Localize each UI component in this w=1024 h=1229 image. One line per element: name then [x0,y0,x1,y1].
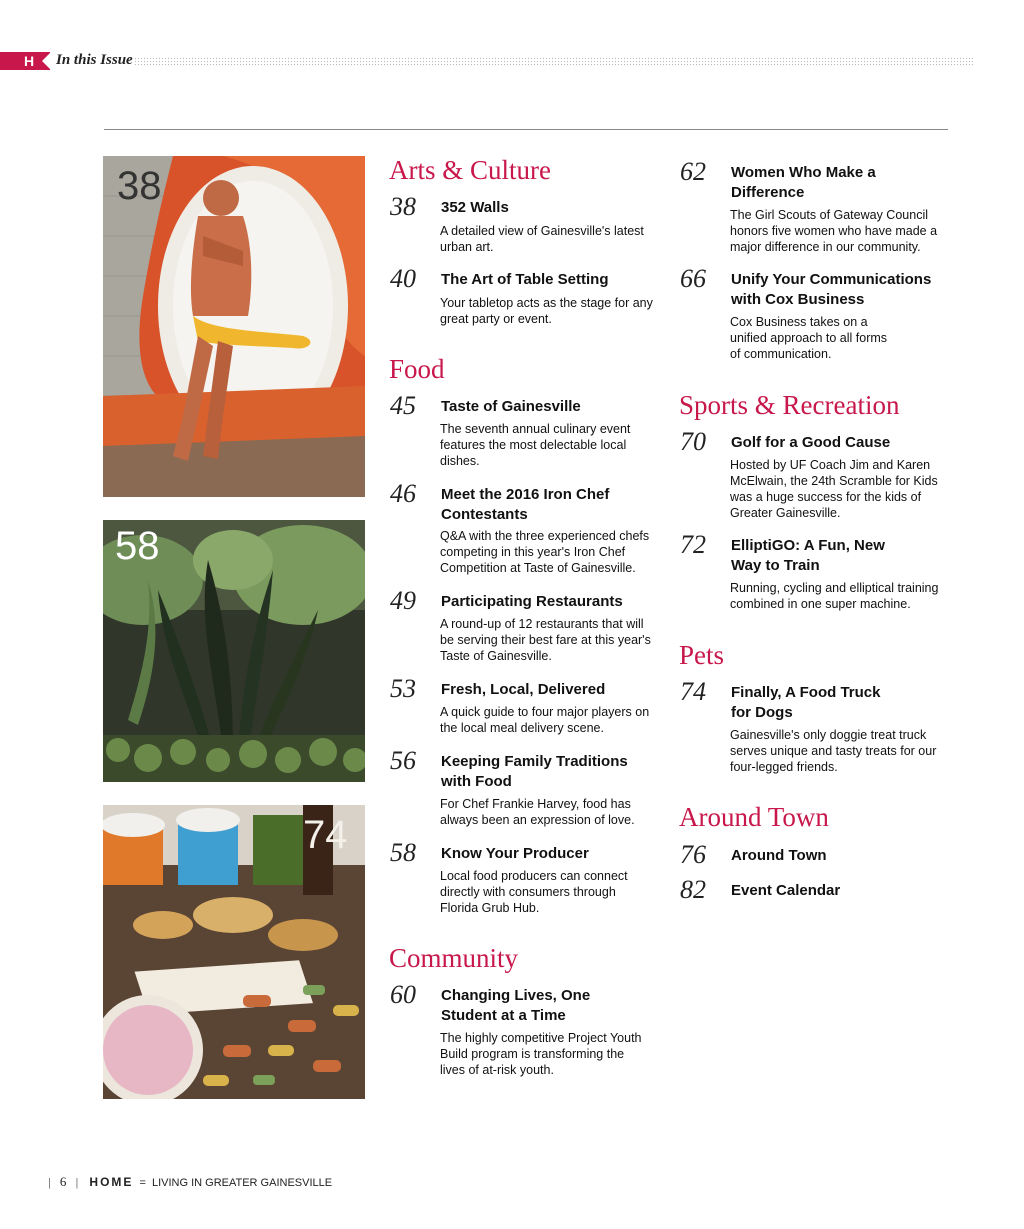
entry-title: Keeping Family Traditions with Food [441,753,628,790]
top-divider [104,129,948,130]
entry-title: Unify Your Communications with Cox Business [731,271,932,308]
entry-description: A quick guide to four major players on the local meal delivery scene. [440,705,650,735]
photo-page-number: 74 [303,813,348,857]
header-dotted-rule [134,57,974,66]
entry-title: Event Calendar [731,882,841,899]
entry-title: Golf for a Good Cause [731,434,891,451]
section-header-title: In this Issue [56,52,133,68]
page-number: 56 [390,746,416,775]
header-badge-letter: H [24,53,35,69]
page-footer [48,1174,332,1190]
photo-page-number: 38 [117,164,162,208]
entry-title: Fresh, Local, Delivered [441,681,606,698]
page-number: 62 [680,157,706,186]
entry-title: Know Your Producer [441,845,589,862]
page-number: 74 [680,677,706,706]
page-number: 82 [680,875,706,904]
entry-title: Changing Lives, One Student at a Time [441,987,591,1024]
section-heading-town: Around Town [679,802,829,832]
entry-title: Finally, A Food Truck for Dogs [731,684,881,721]
page-number: 58 [390,838,416,867]
entry-description: Local food producers can connect directly with consumers through Florida Grub Hub. [440,869,628,915]
entry-description: Q&A with the three experienced chefs competing in this year's Iron Chef Competition at Taste of Gainesville. [440,529,650,575]
entry-description: Running, cycling and elliptical training combined in one super machine. [730,581,939,611]
entry-title: Participating Restaurants [441,593,623,610]
entry-title: 352 Walls [441,199,509,216]
entry-title: Meet the 2016 Iron Chef Contestants [441,486,610,523]
footer-brand: HOME [89,1175,134,1189]
page-number: 49 [390,586,416,615]
section-heading-pets: Pets [679,640,725,670]
section-heading-arts: Arts & Culture [389,155,551,185]
page-number: 60 [390,980,416,1009]
mural-photo [103,156,365,497]
footer-tagline: LIVING IN GREATER GAINESVILLE [151,1177,333,1189]
entry-description: The Girl Scouts of Gateway Council honors five women who have made a major difference in our community. [730,208,938,254]
page-number: 53 [390,674,416,703]
page-number: 76 [680,840,706,869]
page-number: 45 [390,391,416,420]
entry-description: A round-up of 12 restaurants that will be serving their best fare at this year's Taste of Gainesville. [440,617,651,663]
kale-photo [103,520,365,782]
header-badge-notch [42,52,51,70]
section-heading-food: Food [389,354,445,384]
page-number: 70 [680,427,706,456]
entry-description: Hosted by UF Coach Jim and Karen McElwain, the 24th Scramble for Kids was a huge success for the kids of Greater Gainesville. [730,458,938,520]
footer-divider: | [48,1177,51,1189]
section-heading-community: Community [389,943,519,973]
entry-description: A detailed view of Gainesville's latest urban art. [440,224,644,254]
page-number: 66 [680,264,706,293]
entry-title: ElliptiGO: A Fun, New Way to Train [731,537,885,574]
footer-divider: | [75,1177,79,1189]
footer-page-number: 6 [59,1174,67,1189]
entry-title: Taste of Gainesville [441,398,581,415]
entry-title: The Art of Table Setting [441,271,609,288]
entry-description: Your tabletop acts as the stage for any great party or event. [440,296,653,326]
entry-description: For Chef Frankie Harvey, food has always been an expression of love. [440,797,635,827]
entry-title: Women Who Make a Difference [731,164,876,201]
entry-description: Gainesville's only doggie treat truck serves unique and tasty treats for our four-legged friends. [730,728,937,774]
entry-description: The highly competitive Project Youth Build program is transforming the lives of at-risk youth. [440,1031,642,1077]
photo-page-number: 58 [115,524,160,568]
page-number: 40 [390,264,416,293]
entry-description: Cox Business takes on a unified approach to all forms of communication. [730,315,888,361]
section-heading-sports: Sports & Recreation [679,390,900,420]
page-number: 72 [680,530,706,559]
entry-title: Around Town [731,847,827,864]
dog-treats-photo [103,805,365,1099]
footer-separator: = [139,1177,146,1189]
page-number: 38 [390,192,416,221]
entry-description: The seventh annual culinary event features the most delectable local dishes. [440,422,631,468]
page-number: 46 [390,479,416,508]
